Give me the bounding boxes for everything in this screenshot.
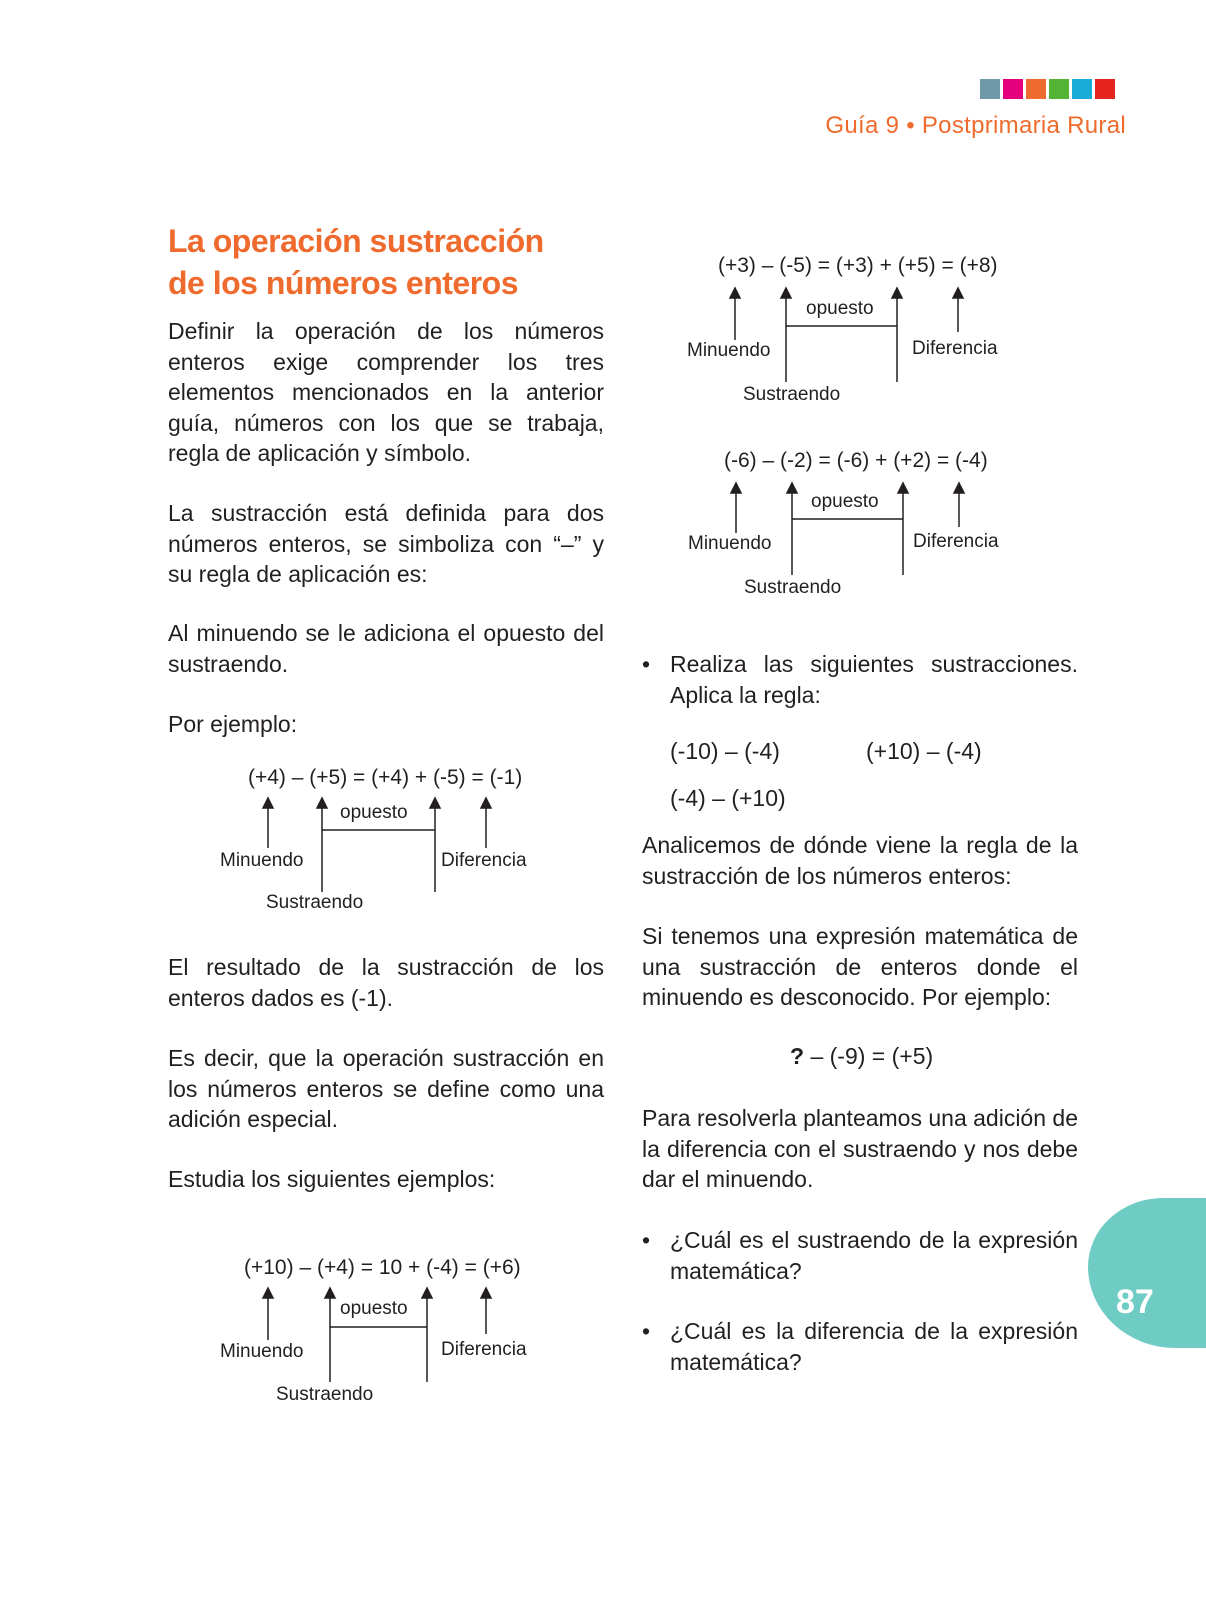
diagram-equation: (+4) – (+5) = (+4) + (-5) = (-1)	[248, 766, 523, 789]
paragraph-study: Estudia los siguientes ejemplos:	[168, 1166, 496, 1192]
bullet-mark: •	[642, 651, 651, 677]
label-diferencia: Diferencia	[913, 531, 999, 552]
exercise-1: (-10) – (-4)	[670, 738, 780, 764]
label-sustraendo: Sustraendo	[743, 384, 841, 405]
label-sustraendo: Sustraendo	[744, 577, 842, 598]
paragraph-special-addition: Es decir, que la operación sustracción en los números enteros se define como una adición especial.	[168, 1045, 604, 1132]
diagram-example-3	[688, 254, 1018, 404]
bullet-mark: •	[642, 1318, 651, 1344]
label-diferencia: Diferencia	[441, 1339, 527, 1360]
bullet-question-sustraendo	[642, 1225, 1078, 1287]
page-title	[168, 220, 608, 304]
color-swatch	[1049, 79, 1069, 99]
color-swatch	[980, 79, 1000, 99]
diagram-equation: (-6) – (-2) = (-6) + (+2) = (-4)	[724, 449, 988, 472]
label-opuesto: opuesto	[811, 491, 879, 512]
label-sustraendo: Sustraendo	[266, 892, 364, 913]
paragraph-result: El resultado de la sustracción de los enteros dados es (-1).	[168, 954, 604, 1011]
page-number: 87	[1116, 1283, 1154, 1321]
diagram-arrows	[222, 1256, 552, 1406]
paragraph-definition: Definir la operación de los números enteros exige comprender los tres elementos mencionados en la anterior guía, números con los que se trabaja, regla de aplicación y símbolo.	[168, 318, 604, 466]
label-opuesto: opuesto	[806, 298, 874, 319]
diagram-example-4	[688, 449, 1018, 599]
equation-rest: – (-9) = (+5)	[804, 1043, 934, 1069]
question-mark: ?	[790, 1043, 805, 1069]
diagram-example-1	[222, 766, 552, 916]
color-swatch	[1072, 79, 1092, 99]
bullet-text: ¿Cuál es la diferencia de la expresión matemática?	[670, 1318, 1078, 1375]
title-line: La operación sustracción	[168, 223, 544, 259]
label-minuendo: Minuendo	[220, 850, 304, 871]
bullet-text: ¿Cuál es el sustraendo de la expresión matemática?	[670, 1227, 1078, 1284]
color-bar	[980, 79, 1115, 99]
label-minuendo: Minuendo	[220, 1341, 304, 1362]
color-swatch	[1095, 79, 1115, 99]
diagram-arrows	[688, 254, 1018, 404]
paragraph-analysis: Analicemos de dónde viene la regla de la sustracción de los números enteros:	[642, 832, 1078, 889]
bullet-text: Realiza las siguientes sustracciones. Aplica la regla:	[670, 651, 1078, 708]
header-guide: Guía 9 • Postprimaria Rural	[825, 112, 1126, 139]
bullet-exercise	[642, 649, 1078, 711]
diagram-equation: (+3) – (-5) = (+3) + (+5) = (+8)	[718, 254, 998, 277]
color-swatch	[1026, 79, 1046, 99]
unknown-equation	[790, 1043, 933, 1070]
exercise-2: (+10) – (-4)	[866, 738, 982, 764]
paragraph-rule-intro: La sustracción está definida para dos números enteros, se simboliza con “–” y su regla de aplicación es:	[168, 500, 604, 587]
label-minuendo: Minuendo	[687, 340, 771, 361]
bullet-mark: •	[642, 1227, 651, 1253]
diagram-equation: (+10) – (+4) = 10 + (-4) = (+6)	[244, 1256, 521, 1279]
bullet-question-diferencia	[642, 1316, 1078, 1378]
color-swatch	[1003, 79, 1023, 99]
label-opuesto: opuesto	[340, 802, 408, 823]
exercise-3: (-4) – (+10)	[670, 785, 786, 811]
label-diferencia: Diferencia	[912, 338, 998, 359]
diagram-arrows	[688, 449, 1018, 599]
label-minuendo: Minuendo	[688, 533, 772, 554]
paragraph-rule: Al minuendo se le adiciona el opuesto del sustraendo.	[168, 620, 604, 677]
label-opuesto: opuesto	[340, 1298, 408, 1319]
diagram-example-2	[222, 1256, 552, 1406]
paragraph-example-intro: Por ejemplo:	[168, 711, 298, 737]
page-number-tab	[1088, 1198, 1206, 1348]
title-line: de los números enteros	[168, 265, 518, 301]
label-diferencia: Diferencia	[441, 850, 527, 871]
label-sustraendo: Sustraendo	[276, 1384, 374, 1405]
paragraph-unknown-minuend: Si tenemos una expresión matemática de una sustracción de enteros donde el minuendo es desconocido. Por ejemplo:	[642, 923, 1078, 1010]
paragraph-solve: Para resolverla planteamos una adición de la diferencia con el sustraendo y nos debe dar el minuendo.	[642, 1105, 1078, 1192]
